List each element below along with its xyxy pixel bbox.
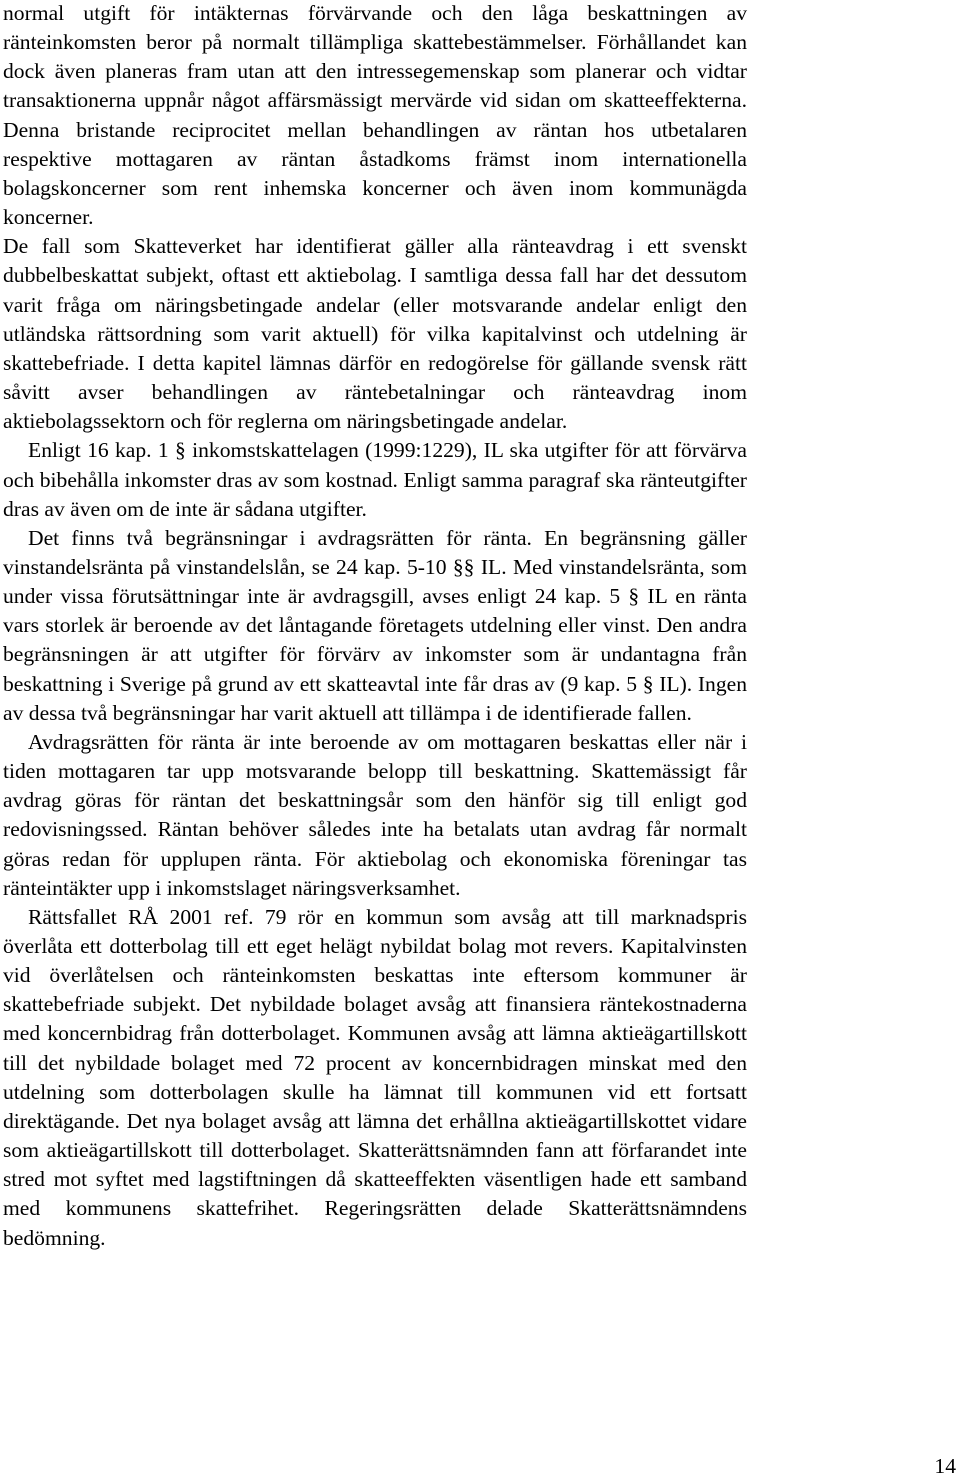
paragraph-1: normal utgift för intäkternas förvärvande och den låga beskattningen av ränteinkomsten beror på normalt tillämpliga skattebestämmelser. Förhållandet kan dock även planeras fram utan att den intressegemenskap som planerar och vidtar transaktionerna uppnår något affärsmässigt mervärde vid sidan om skatteeffekterna. Denna bristande reciprocitet mellan behandlingen av räntan hos utbetalaren respektive mottagaren av räntan åstadkoms främst inom internationella bolagskoncerner som rent inhemska koncerner och även inom kommunägda koncerner.	[3, 1, 747, 230]
paragraph-6: Rättsfallet RÅ 2001 ref. 79 rör en kommun som avsåg att till marknadspris överlåta ett dotterbolag till ett eget helägt nybildat bolag mot revers. Kapitalvinsten vid överlåtelsen och ränteinkomsten beskattas inte eftersom kommuner är skattebefriade subjekt. Det nybildade bolaget avsåg att finansiera räntekostnaderna med koncernbidrag från dotterbolaget. Kommunen avsåg att lämna aktieägartillskott till det nybildade bolaget med 72 procent av koncernbidragen minskat med den utdelning som dotterbolagen skulle ha lämnat till kommunen vid ett fortsatt direktägande. Det nya bolaget avsåg att lämna det erhållna aktieägartillskottet vidare som aktieägartillskott till dotterbolaget. Skatterättsnämnden fann att förfarandet inte stred mot syftet med lagstiftningen då skatteeffekten väsentligen hade ett samband med kommunens skattefrihet. Regeringsrätten delade Skatterättsnämndens bedömning.	[3, 904, 747, 1250]
paragraph-2: De fall som Skatteverket har identifierat gäller alla ränteavdrag i ett svenskt dubbelbeskattat subjekt, oftast ett aktiebolag. I samtliga dessa fall har det dessutom varit fråga om näringsbetingade andelar (eller motsvarande andelar enligt den utländska rättsordning som varit aktuell) för vilka kapitalvinst och utdelning är skattebefriade. I detta kapitel lämnas därför en redogörelse för gällande svensk rätt såvitt avser behandlingen av räntebetalningar och ränteavdrag inom aktiebolagssektorn och för reglerna om näringsbetingade andelar.	[3, 234, 747, 434]
paragraph-5: Avdragsrätten för ränta är inte beroende av om mottagaren beskattas eller när i tiden mottagaren tar upp motsvarande belopp till beskattning. Skattemässigt får avdrag göras för räntan det beskattningsår som den hänför sig till enligt god redovisningssed. Räntan behöver således inte ha betalats utan avdrag får normalt göras redan för upplupen ränta. För aktiebolag och ekonomiska föreningar tas ränteintäkter upp i inkomstslaget näringsverksamhet.	[3, 729, 747, 900]
paragraph-4: Det finns två begränsningar i avdragsrätten för ränta. En begränsning gäller vinstandelsränta på vinstandelslån, se 24 kap. 5-10 §§ IL. Med vinstandelsränta, som under vissa förutsättningar inte är avdragsgill, avses enligt 24 kap. 5 § IL en ränta vars storlek är beroende av det låntagande företagets utdelning eller vinst. Den andra begränsningen är att utgifter för förvärv av inkomster som är undantagna från beskattning i Sverige på grund av ett skatteavtal inte får dras av (9 kap. 5 § IL). Ingen av dessa två begränsningar har varit aktuell att tillämpa i de identifierade fallen.	[3, 525, 747, 725]
document-body	[3, 0, 747, 1253]
paragraph-3: Enligt 16 kap. 1 § inkomstskattelagen (1999:1229), IL ska utgifter för att förvärva och bibehålla inkomster dras av som kostnad. Enligt samma paragraf ska ränteutgifter dras av även om de inte är sådana utgifter.	[3, 438, 747, 521]
page-number: 14	[934, 1454, 956, 1478]
